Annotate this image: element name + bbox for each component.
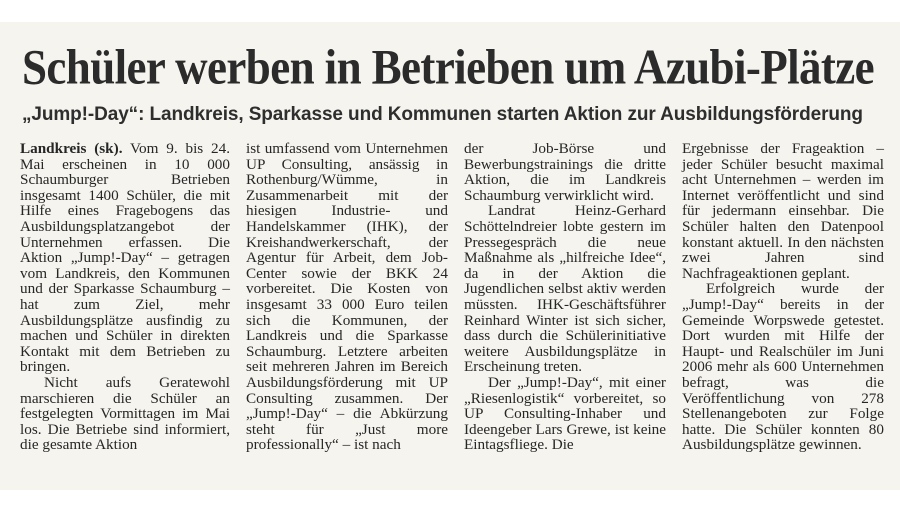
article-column-1 [20,141,238,486]
article-column-2 [238,141,456,486]
dateline: Landkreis (sk). [20,141,123,157]
article-paragraph: Ergebnisse der Frageaktion – jeder Schüler besucht maximal acht Unternehmen – werden im Internet veröffentlicht und sind für jedermann einsehbar. Die Schüler halten den Datenpool konstant aktuell. In den nächsten zwei Jahren sind Nachfrageaktionen geplant. [682,141,884,282]
article-paragraph [20,141,230,375]
article-column-4 [674,141,892,486]
top-margin [0,0,900,22]
paragraph-text: Vom 9. bis 24. Mai erscheinen in 10 000 Schaumburger Betrieben insgesamt 1400 Schüler, die mit Hilfe eines Fragebogens das Ausbildungsplatzangebot der Unternehmen erfassen. Die Aktion „Jump!-Day“ – getragen vom Landkreis, den Kommunen und der Sparkasse Schaumburg – hat zum Ziel, mehr Ausbildungsplätze ausfindig zu machen und Schüler in direkten Kontakt mit dem Betrieben zu bringen. [20,141,231,376]
article-headline: Schüler werben in Betrieben um Azubi-Plätze [22,39,875,95]
bottom-margin [0,490,900,506]
article-paragraph: der Job-Börse und Bewerbungstrainings die dritte Aktion, die im Landkreis Schaumburg verwirklicht wird. [464,141,666,204]
article-subheadline: „Jump!-Day“: Landkreis, Sparkasse und Kommunen starten Aktion zur Ausbildungsförderung [22,104,863,125]
article-column-3 [456,141,674,486]
article-body [20,141,892,486]
article-paragraph: Landrat Heinz-Gerhard Schöttelndreier lobte gestern im Pressegespräch die neue Maßnahme als „hilfreiche Idee“, da in der Aktion die Jugendlichen selbst aktiv werden müssten. IHK-Geschäftsführer Reinhard Winter ist sich sicher, dass durch die Schülerinitiative weitere Ausbildungsplätze in Erscheinung treten. [464,202,666,376]
article-paragraph: Der „Jump!-Day“, mit einer „Riesenlogistik“ vorbereitet, so UP Consulting-Inhaber und Ideengeber Lars Grewe, ist keine Eintagsfliege. Die [464,373,666,454]
article-paragraph: ist umfassend vom Unternehmen UP Consulting, ansässig in Rothenburg/Wümme, in Zusammenarbeit mit der hiesigen Industrie- und Handelskammer (IHK), der Kreishandwerkerschaft, der Agentur für Arbeit, dem Job-Center sowie der BKK 24 vorbereitet. Die Kosten von insgesamt 33 000 Euro teilen sich die Kommunen, der Landkreis und die Sparkasse Schaumburg. Letztere arbeiten seit mehreren Jahren im Bereich Ausbildungsförderung mit UP Consulting zusammen. Der „Jump!-Day“ – die Abkürzung steht für „Just more professionally“ – ist nach [246,141,448,454]
article-paragraph: Erfolgreich wurde der „Jump!-Day“ bereits in der Gemeinde Worpswede getestet. Dort wurden mit Hilfe der Haupt- und Realschüler im Juni 2006 mehr als 600 Unternehmen befragt, was die Veröffentlichung von 278 Stellenangeboten zur Folge hatte. Die Schüler konnten 80 Ausbildungsplätze gewinnen. [682,280,884,454]
article-paragraph: Nicht aufs Geratewohl marschieren die Schüler an festgelegten Vormittagen im Mai los. Die Betriebe sind informiert, die gesamte Aktion [20,373,230,454]
